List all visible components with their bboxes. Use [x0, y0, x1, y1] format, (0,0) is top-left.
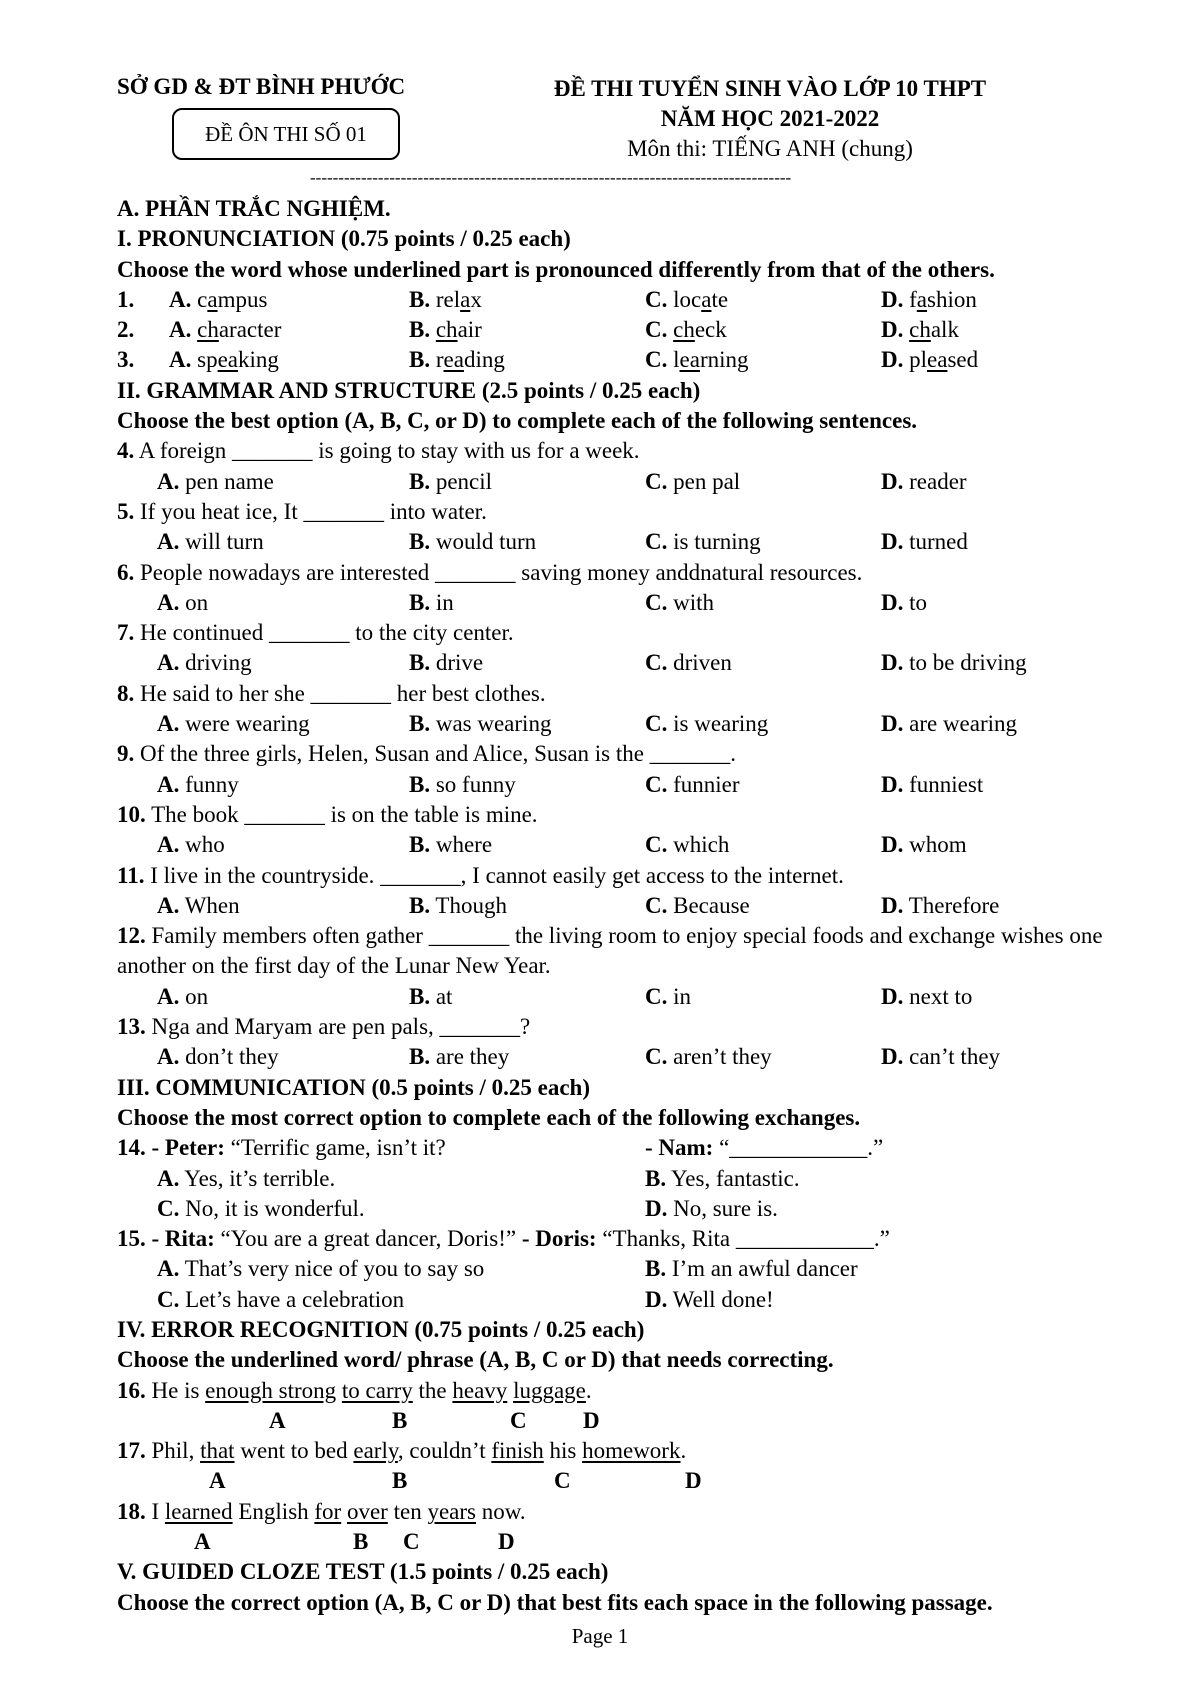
option-c: C. is turning [645, 529, 761, 555]
option-c: C. aren’t they [645, 1044, 772, 1070]
option-a: A. Yes, it’s terrible. [157, 1165, 336, 1191]
section-3-title: III. COMMUNICATION (0.5 points / 0.25 each) [117, 1074, 590, 1100]
question-14: 14. - Peter: “Terrific game, isn’t it? - Nam: “____________.” [117, 1135, 884, 1161]
option-b: B. was wearing [409, 711, 552, 737]
question-11: 11. I live in the countryside. _______, I cannot easily get access to the internet. [117, 862, 844, 888]
question-7-options [117, 648, 1137, 678]
school-year: NĂM HỌC 2021-2022 [660, 106, 880, 131]
question-8-options [117, 709, 1137, 739]
header-divider: ------------------------------------------------------------------------------------- [310, 168, 792, 187]
option-d: D. next to [881, 983, 973, 1009]
section-3-instruction: Choose the most correct option to complete each of the following exchanges. [117, 1104, 861, 1130]
option-a: A. funny [157, 771, 239, 797]
option-d: D. reader [881, 468, 967, 494]
question-5: 5. If you heat ice, It _______ into water. [117, 498, 487, 524]
option-a: A. don’t they [157, 1044, 279, 1070]
question-16: 16. He is enough strong to carry the heavy luggage. [117, 1377, 592, 1403]
question-18-letters: A B C D [194, 1529, 515, 1555]
exam-label-box: ĐỀ ÔN THI SỐ 01 [172, 108, 400, 160]
question-14-options-ab [117, 1164, 1137, 1194]
part-a-heading: A. PHẦN TRẮC NGHIỆM. [117, 196, 391, 221]
question-4: 4. A foreign _______ is going to stay with us for a week. [117, 438, 640, 464]
option-b: B. so funny [409, 771, 516, 797]
question-12-options [117, 982, 1137, 1012]
option-a: A. were wearing [157, 711, 310, 737]
option-a: A. will turn [157, 529, 264, 555]
question-5-options [117, 527, 1137, 557]
option-c: C. check [645, 317, 727, 343]
option-b: B. Though [409, 892, 507, 918]
question-11-options [117, 891, 1137, 921]
option-a: A. who [157, 832, 225, 858]
option-c: C. funnier [645, 771, 740, 797]
question-18: 18. I learned English for over ten years now. [117, 1498, 526, 1524]
option-a: A. That’s very nice of you to say so [157, 1256, 485, 1282]
option-d: D. to [881, 589, 928, 615]
option-b: B. relax [409, 286, 482, 312]
option-d: D. No, sure is. [645, 1195, 778, 1221]
option-b: B. pencil [409, 468, 493, 494]
question-13-options [117, 1042, 1137, 1072]
section-1-title: I. PRONUNCIATION (0.75 points / 0.25 each) [117, 226, 571, 252]
option-a: A. speaking [169, 347, 279, 373]
option-d: D. Well done! [645, 1286, 774, 1312]
option-c: C. which [645, 832, 730, 858]
option-d: D. funniest [881, 771, 984, 797]
question-14-options-cd [117, 1194, 1137, 1224]
option-a: A. pen name [157, 468, 274, 494]
question-3: 3. A. speaking B. reading C. learning D. pleased [117, 345, 1137, 375]
option-d: D. pleased [881, 347, 979, 373]
option-d: D. turned [881, 529, 968, 555]
question-4-options [117, 467, 1137, 497]
option-c: C. driven [645, 650, 732, 676]
option-a: A. campus [169, 286, 268, 312]
question-15-options-cd [117, 1285, 1137, 1315]
question-16-letters: A B C D [269, 1407, 600, 1433]
option-d: D. fashion [881, 286, 977, 312]
section-4-instruction: Choose the underlined word/ phrase (A, B, C or D) that needs correcting. [117, 1347, 834, 1373]
section-1-instruction: Choose the word whose underlined part is pronounced differently from that of the others. [117, 256, 995, 282]
question-15-options-ab [117, 1254, 1137, 1284]
option-b: B. reading [409, 347, 505, 373]
option-c: C. pen pal [645, 468, 741, 494]
option-d: D. are wearing [881, 711, 1018, 737]
question-10: 10. The book _______ is on the table is mine. [117, 801, 538, 827]
option-c: C. locate [645, 286, 729, 312]
question-1: 1. A. campus B. relax C. locate D. fashion [117, 285, 1137, 315]
question-2: 2. A. character B. chair C. check D. chalk [117, 315, 1137, 345]
department-name: SỞ GD & ĐT BÌNH PHƯỚC [117, 74, 406, 99]
page-number: Page 1 [571, 1624, 629, 1648]
question-17-letters: A B C D [209, 1468, 702, 1494]
option-a: A. driving [157, 650, 252, 676]
option-b: B. at [409, 983, 453, 1009]
option-b: B. in [409, 589, 454, 615]
question-10-options [117, 830, 1137, 860]
question-7: 7. He continued _______ to the city center. [117, 620, 514, 646]
option-b: B. drive [409, 650, 484, 676]
subject: Môn thi: TIẾNG ANH (chung) [627, 136, 913, 161]
option-a: A. on [157, 589, 209, 615]
option-b: B. would turn [409, 529, 537, 555]
option-d: D. to be driving [881, 650, 1027, 676]
option-b: B. where [409, 832, 493, 858]
exam-body [117, 194, 1137, 1618]
option-d: D. whom [881, 832, 967, 858]
section-4-title: IV. ERROR RECOGNITION (0.75 points / 0.25 each) [117, 1316, 645, 1342]
option-d: D. Therefore [881, 892, 1000, 918]
exam-title: ĐỀ THI TUYỂN SINH VÀO LỚP 10 THPT [553, 76, 987, 101]
exam-title-block [490, 74, 1050, 164]
option-b: B. Yes, fantastic. [645, 1165, 800, 1191]
option-c: C. is wearing [645, 711, 769, 737]
question-6-options [117, 588, 1137, 618]
option-c: C. with [645, 589, 715, 615]
option-c: C. No, it is wonderful. [157, 1195, 365, 1221]
question-15: 15. - Rita: “You are a great dancer, Doris!” - Doris: “Thanks, Rita ____________.” [117, 1226, 890, 1252]
option-c: C. Because [645, 892, 750, 918]
question-13: 13. Nga and Maryam are pen pals, _______? [117, 1014, 531, 1040]
option-b: B. I’m an awful dancer [645, 1256, 858, 1282]
section-2-instruction: Choose the best option (A, B, C, or D) to complete each of the following sentences. [117, 408, 918, 434]
option-a: A. on [157, 983, 209, 1009]
question-17: 17. Phil, that went to bed early, couldn’t finish his homework. [117, 1438, 687, 1464]
question-9-options [117, 770, 1137, 800]
option-d: D. chalk [881, 317, 959, 343]
option-c: C. learning [645, 347, 749, 373]
question-6: 6. People nowadays are interested _______ saving money anddnatural resources. [117, 559, 863, 585]
question-9: 9. Of the three girls, Helen, Susan and Alice, Susan is the _______. [117, 741, 736, 767]
section-5-instruction: Choose the correct option (A, B, C or D) that best fits each space in the following passage. [117, 1589, 993, 1615]
option-b: B. chair [409, 317, 482, 343]
section-5-title: V. GUIDED CLOZE TEST (1.5 points / 0.25 each) [117, 1559, 609, 1585]
section-2-title: II. GRAMMAR AND STRUCTURE (2.5 points / 0.25 each) [117, 377, 701, 403]
option-a: A. character [169, 317, 282, 343]
option-d: D. can’t they [881, 1044, 1001, 1070]
question-8: 8. He said to her she _______ her best clothes. [117, 680, 546, 706]
option-c: C. Let’s have a celebration [157, 1286, 405, 1312]
option-a: A. When [157, 892, 240, 918]
question-12: 12. Family members often gather _______ the living room to enjoy special foods and exchange wishes one another on the first day of the Lunar New Year. [117, 923, 1103, 979]
option-b: B. are they [409, 1044, 510, 1070]
option-c: C. in [645, 983, 692, 1009]
